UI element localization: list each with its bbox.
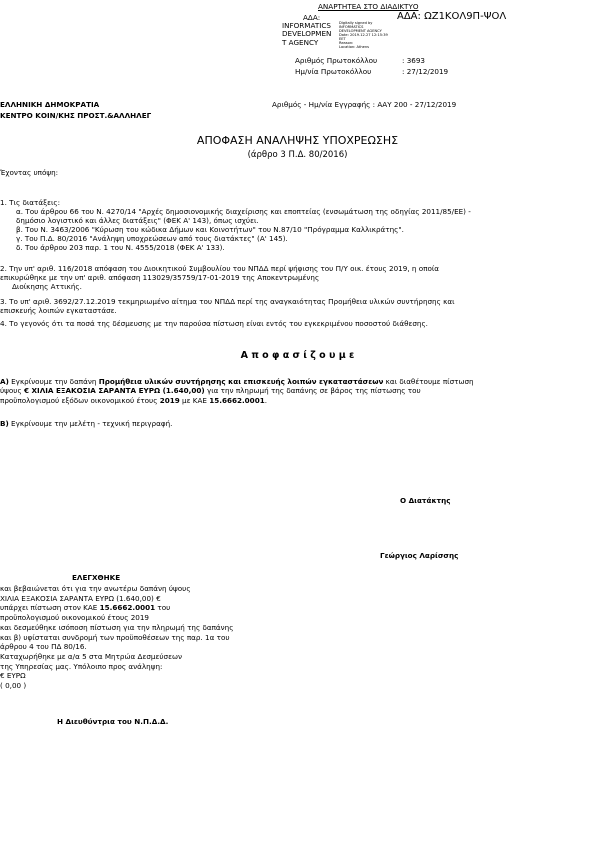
ada-code: ΑΔΑ: ΩΖ1ΚΟΛ9Π-ΨΟΛ (397, 11, 507, 22)
posted-online-heading: ΑΝΑΡΤΗΤΕΑ ΣΤΟ ΔΙΑΔΙΚΤΥΟ (318, 2, 419, 11)
digital-signature-block (339, 22, 388, 50)
checked-text: του (155, 603, 171, 613)
decision-a-text: προϋπολογισμού εξόδων οικονομικού έτους (0, 395, 160, 405)
signature-line: Digitally signed by (339, 21, 373, 25)
checked-line: άρθρου 4 του ΠΔ 80/16. (0, 642, 87, 652)
provisions-list (0, 198, 570, 252)
checked-line: και β) υφίσταται συνδρομή των προϋποθέσεων της παρ. 1α του (0, 632, 230, 642)
decision-a (0, 377, 570, 405)
provision-c: γ. Του Π.Δ. 80/2016 "Ανάληψη υποχρεώσεων από τους διατάκτες" (Α' 145). (16, 234, 288, 243)
decision-a-text: για την πληρωμή της δαπάνης σε βάρος της πίστωσης του (204, 386, 421, 396)
request-line: 3. Το υπ' αριθ. 3692/27.12.2019 τεκμηριωμένο αίτημα του ΝΠΔΔ περί της αναγκαιότητας Προμήθεια υλικών συντήρησης και (0, 297, 455, 306)
considering-heading: Έχοντας υπόψη: (0, 168, 59, 177)
decision-b-text: Εγκρίνουμε την μελέτη - τεχνική περιγραφή. (8, 419, 173, 428)
checked-text: υπάρχει πίστωση στον ΚΑΕ (0, 603, 100, 613)
decision-b (0, 419, 570, 428)
decision-b-line (0, 419, 570, 428)
decision-a-line (0, 386, 570, 395)
checked-line: της Υπηρεσίας μας. Υπόλοιπο προς ανάληψη: (0, 661, 163, 671)
request-line: επισκευής λοιπών εγκαταστάσε. (0, 306, 117, 315)
protocol-number-label: Αριθμός Πρωτοκόλλου (295, 56, 378, 65)
decision-a-line (0, 377, 570, 386)
checked-line: ( 0,00 ) (0, 681, 27, 691)
provision-b: β. Του Ν. 3463/2006 "Κύρωση του κώδικα Δήμων και Κοινοτήτων" του Ν.87/10 "Πρόγραμμα Καλλικράτης". (16, 225, 404, 234)
provision-a: α. Του άρθρου 66 του Ν. 4270/14 "Αρχές δημοσιονομικής διαχείρισης και εποπτείας (ενσωμάτωση της οδηγίας 2011/85/ΕΕ) - (16, 207, 471, 216)
commitment-line: 4. Το γεγονός ότι τα ποσά της δέσμευσης με την παρούσα πίστωση είναι εντός του εγκεκριμένου ποσοστού διάθεσης. (0, 319, 428, 328)
signatory-role: Ο Διατάκτης (400, 496, 451, 505)
decision-heading: Α π ο φ α σ ί ζ ο υ μ ε (240, 350, 355, 361)
decision-a-line (0, 396, 570, 405)
decision-a-text: και διαθέτουμε πίστωση (383, 377, 474, 386)
checked-heading: ΕΛΕΓΧΘΗΚΕ (72, 573, 121, 582)
signing-agency-line: INFORMATICS (282, 21, 331, 30)
decision-a-text: ύψους (0, 386, 24, 396)
protocol-date-value: : 27/12/2019 (402, 67, 449, 76)
org-department: ΚΕΝΤΡΟ ΚΟΙΝ/ΚΗΣ ΠΡΟΣΤ.&ΑΛΛΗΛΕΓ (0, 111, 152, 120)
checked-line: και βεβαιώνεται ότι για την ανωτέρω δαπάνη ύψους (0, 584, 191, 593)
provisions-intro: 1. Τις διατάξεις: (0, 198, 61, 207)
signature-line: INFORMATICS (339, 24, 364, 29)
checked-line: Καταχωρήθηκε με α/α 5 στα Μητρώα Δεσμεύσεων (0, 652, 182, 662)
org-name: ΕΛΛΗΝΙΚΗ ΔΗΜΟΚΡΑΤΙΑ (0, 100, 100, 109)
budget-approval-line: Διοίκησης Αττικής. (12, 282, 82, 291)
registration-number: Αριθμός - Ημ/νία Εγγραφής : ΑΑΥ 200 - 27/12/2019 (272, 100, 457, 109)
signing-agency (282, 22, 331, 47)
decision-b-label: B) (0, 419, 9, 428)
signature-line: Date: 2019.12.27 12:15:39 (339, 32, 388, 37)
checked-line: € ΕΥΡΩ (0, 671, 26, 681)
decision-a-text: με ΚΑΕ (179, 395, 210, 405)
decision-a-kae: 15.6662.0001 (209, 395, 265, 405)
decision-a-year: 2019 (159, 395, 180, 405)
checked-line (0, 603, 570, 613)
decision-a-text: . (264, 395, 267, 405)
director-title: Η Διευθύντρια του Ν.Π.Δ.Δ. (57, 717, 169, 726)
provision-a-cont: δημόσιο λογιστικό και άλλες διατάξεις" (ΦΕΚ Α' 143), όπως ισχύει. (16, 216, 259, 225)
provision-d: δ. Του άρθρου 203 παρ. 1 του Ν. 4555/2018 (ΦΕΚ Α' 133). (16, 243, 225, 252)
checked-block (0, 584, 570, 691)
ada-label: ΑΔΑ: (303, 13, 321, 22)
signature-line: Location: Athens (339, 44, 369, 49)
decision-a-amount: € ΧΙΛΙΑ ΕΞΑΚΟΣΙΑ ΣΑΡΑΝΤΑ ΕΥΡΩ (1.640,00) (23, 386, 205, 396)
signature-line: Reason: (339, 40, 354, 45)
page-title: ΑΠΟΦΑΣΗ ΑΝΑΛΗΨΗΣ ΥΠΟΧΡΕΩΣΗΣ (196, 134, 399, 147)
page-subtitle: (άρθρο 3 Π.Δ. 80/2016) (247, 150, 348, 160)
decision-a-label: A) (0, 377, 9, 386)
signatory-name: Γεώργιος Λαρίσσης (380, 551, 459, 560)
signature-line: DEVELOPMENT AGENCY (339, 28, 382, 33)
protocol-number-value: : 3693 (402, 56, 425, 65)
checked-line: ΧΙΛΙΑ ΕΞΑΚΟΣΙΑ ΣΑΡΑΝΤΑ ΕΥΡΩ (1.640,00) € (0, 593, 161, 603)
decision-a-subject: Προμήθεια υλικών συντήρησης και επισκευής λοιπών εγκαταστάσεων (98, 377, 384, 386)
signing-agency-line: T AGENCY (282, 37, 319, 47)
checked-line: και δεσμεύθηκε ισόποση πίστωση για την πληρωμή της δαπάνης (0, 622, 234, 632)
budget-approval-item (0, 264, 570, 291)
request-item (0, 297, 570, 315)
budget-approval-line: 2. Την υπ' αριθ. 116/2018 απόφαση του Διοικητικού Συμβουλίου του ΝΠΔΔ περί ψήφισης του Π/Υ οικ. έτους 2019, η οποία (0, 264, 440, 273)
budget-approval-line: επικυρώθηκε με την υπ' αριθ. απόφαση 113029/35759/17-01-2019 της Αποκεντρωμένης (0, 273, 320, 282)
checked-kae: 15.6662.0001 (99, 603, 156, 613)
protocol-date-label: Ημ/νία Πρωτοκόλλου (295, 67, 372, 76)
commitment-item (0, 319, 570, 328)
signing-agency-line: DEVELOPMEN (282, 29, 332, 39)
decision-a-text: Εγκρίνουμε την δαπάνη (8, 377, 99, 386)
signature-line: EET (339, 36, 346, 41)
checked-line: προϋπολογισμού οικονομικού έτους 2019 (0, 613, 149, 623)
